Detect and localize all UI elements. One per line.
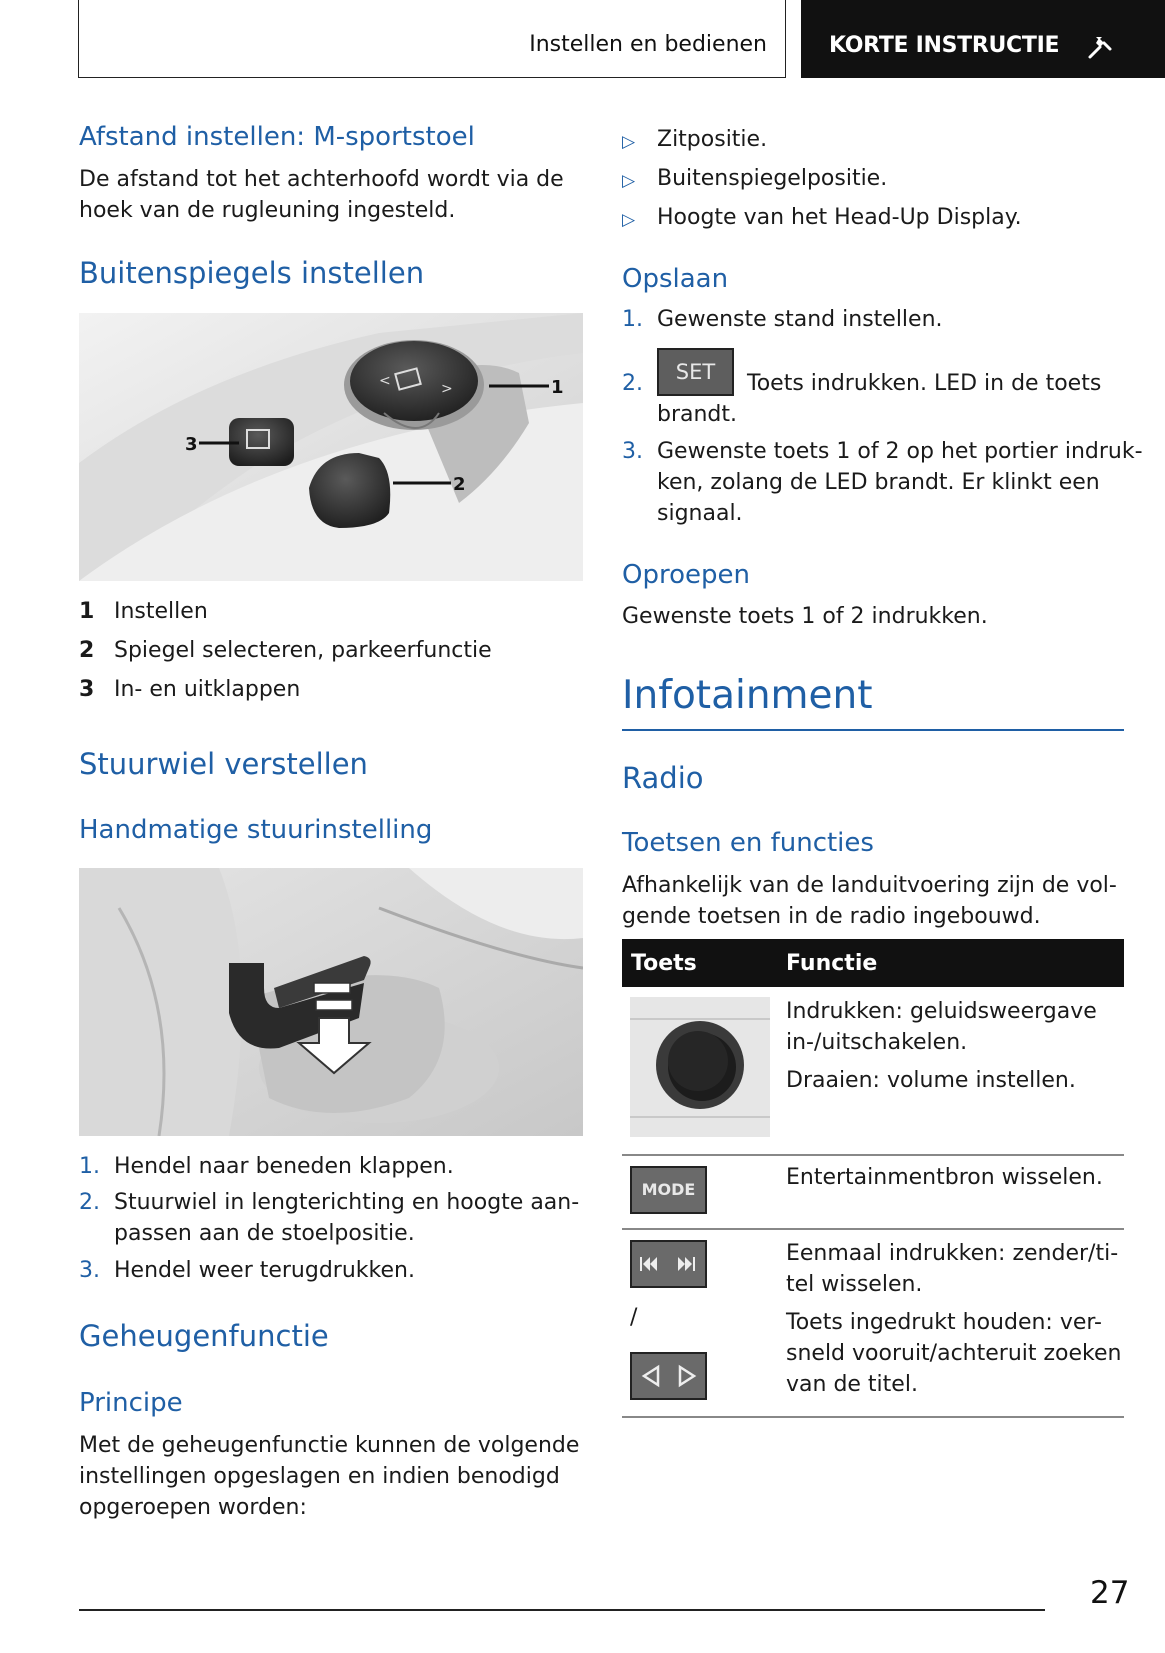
- col-toets: Toets: [631, 951, 697, 976]
- svg-text:<: <: [379, 373, 391, 389]
- heading-afstand: Afstand instellen: M-sportstoel: [79, 122, 475, 152]
- list-item: 1. Hendel naar beneden klappen.: [79, 1154, 454, 1179]
- svg-text:>: >: [441, 381, 453, 397]
- steering-lever-illustration: [79, 868, 583, 1136]
- list-item: ▷ Zitpositie.: [622, 124, 1122, 163]
- bullet-triangle-icon: ▷: [622, 171, 636, 191]
- key-separator: /: [630, 1305, 638, 1330]
- toetsen-intro: Afhankelijk van de landuitvoering zijn de vol- gende toetsen in de radio ingebouwd.: [622, 873, 1117, 929]
- afstand-text: De afstand tot het achterhoofd wordt via de hoek van de rugleuning ingesteld.: [79, 167, 564, 223]
- row-mode-text: Entertainmentbron wisselen.: [786, 1165, 1103, 1190]
- callout-3: 3: [185, 434, 198, 455]
- legend-item: 2 Spiegel selecteren, parkeerfunctie: [79, 638, 492, 663]
- heading-handmatig: Handmatige stuurinstelling: [79, 815, 433, 845]
- callout-1: 1: [551, 377, 564, 398]
- row-volume-text: Indrukken: geluidsweergave in-/uitschakelen. Draaien: volume instellen.: [786, 999, 1097, 1093]
- header-frame: [78, 0, 786, 78]
- skip-track-keys[interactable]: [630, 1240, 707, 1288]
- callout-2: 2: [453, 474, 466, 495]
- skip-forward-icon: [678, 1257, 695, 1271]
- mode-key[interactable]: MODE: [630, 1166, 707, 1214]
- table-row-divider: [622, 1228, 1124, 1230]
- col-functie: Functie: [786, 951, 878, 976]
- footer-rule: [79, 1609, 1045, 1611]
- legend-item: 1 Instellen: [79, 599, 208, 624]
- list-item: 2. Stuurwiel in lengterichting en hoogte aan- passen aan de stoelpositie.: [79, 1190, 580, 1246]
- heading-infotainment: Infotainment: [622, 673, 873, 718]
- quick-guide-tab[interactable]: [801, 0, 1165, 78]
- mirror-legend: [79, 596, 579, 713]
- volume-knob-image[interactable]: [630, 997, 770, 1137]
- heading-toetsen: Toetsen en functies: [622, 828, 874, 858]
- list-item: ▷ Buitenspiegelpositie.: [622, 163, 1122, 202]
- heading-geheugenfunctie: Geheugenfunctie: [79, 1319, 329, 1353]
- set-key[interactable]: SET: [657, 348, 734, 396]
- skip-back-icon: [640, 1257, 657, 1271]
- bullet-triangle-icon: ▷: [622, 132, 636, 152]
- arrow-right-icon: [680, 1367, 694, 1385]
- page-number: 27: [1090, 1575, 1130, 1611]
- list-item: 3. Hendel weer terugdrukken.: [79, 1258, 415, 1283]
- heading-stuurwiel: Stuurwiel verstellen: [79, 747, 368, 781]
- arrow-keys[interactable]: [630, 1352, 707, 1400]
- heading-oproepen: Oproepen: [622, 560, 750, 590]
- table-row-divider: [622, 1154, 1124, 1156]
- heading-radio: Radio: [622, 761, 704, 795]
- list-item: ▷ Hoogte van het Head-Up Display.: [622, 202, 1122, 241]
- bullet-triangle-icon: ▷: [622, 210, 636, 230]
- legend-item: 3 In- en uitklappen: [79, 677, 301, 702]
- quick-guide-label: KORTE INSTRUCTIE: [829, 33, 1060, 58]
- principe-text: Met de geheugenfunctie kunnen de volgende instellingen opgeslagen en indien benodigd opgeroepen worden:: [79, 1433, 580, 1520]
- row-skip-text: Eenmaal indrukken: zender/ti- tel wisselen. Toets ingedrukt houden: ver- sneld vooruit/achteruit zoeken van de titel.: [786, 1241, 1122, 1397]
- section-title: Instellen en bedienen: [529, 32, 767, 57]
- steering-steps: [79, 1151, 589, 1291]
- heading-underline: [622, 729, 1124, 731]
- mirror-control-illustration: [79, 313, 583, 581]
- heading-principe: Principe: [79, 1388, 183, 1418]
- heading-buitenspiegels: Buitenspiegels instellen: [79, 256, 425, 290]
- table-bottom-rule: [622, 1416, 1124, 1418]
- oproepen-text: Gewenste toets 1 of 2 indrukken.: [622, 604, 988, 629]
- opslaan-step-1: 1. Gewenste stand instellen.: [622, 307, 943, 332]
- arrow-left-icon: [644, 1367, 658, 1385]
- tools-icon: [1086, 33, 1114, 61]
- memory-bullets: [622, 124, 1122, 241]
- table-header: [622, 939, 1124, 987]
- heading-opslaan: Opslaan: [622, 264, 729, 294]
